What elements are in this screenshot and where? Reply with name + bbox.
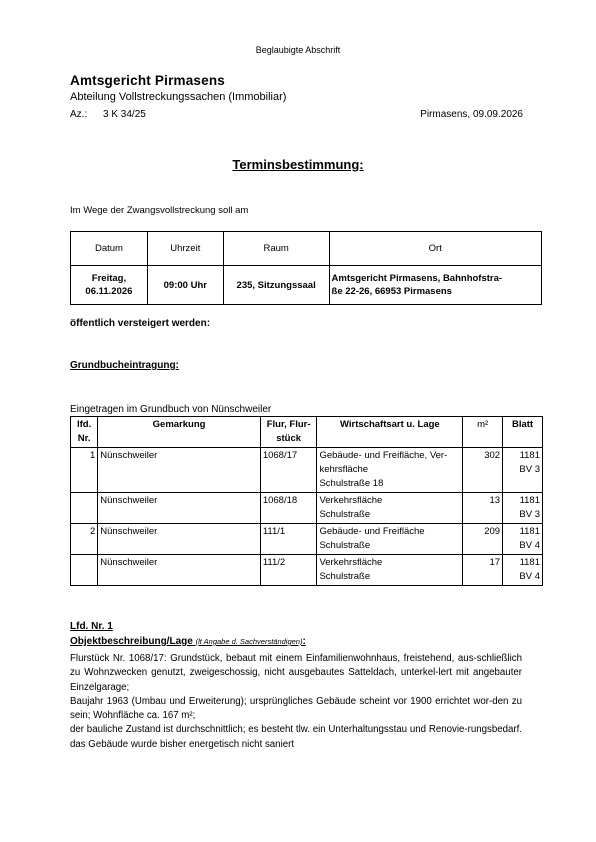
object-description-colon: : [302,636,306,647]
auction-text: öffentlich versteigert werden: [70,318,211,329]
row-blatt-number: 1181 [519,450,540,461]
row-qm: 13 [463,493,503,524]
grundbuch-title: Grundbucheintragung: [70,360,179,371]
header-flur-line2: stück [276,433,302,444]
appointment-place-line1: Amtsgericht Pirmasens, Bahnhofstra- [331,273,503,284]
appointment-table [70,231,542,305]
grundbuch-row [71,493,543,524]
intro-text: Im Wege der Zwangsvollstreckung soll am [70,205,249,216]
row-wirtschaftsart-line2: Schulstraße [319,540,371,551]
grundbuch-row [71,555,543,586]
row-blatt [503,524,543,555]
court-department: Abteilung Vollstreckungssachen (Immobiliar) [70,91,287,103]
row-blatt-bv: BV 4 [519,571,540,582]
row-wirtschaftsart [317,448,463,493]
row-wirtschaftsart-line1: Gebäude- und Freifläche, Ver- [319,450,448,461]
object-paragraph: Baujahr 1963 (Umbau und Erweiterung); ursprüngliches Gebäude scheint vor 1900 errichtet wor-den zu sein; Wohnfläche ca. 167 m²; [70,695,522,722]
object-description-title: Objektbeschreibung/Lage [70,636,193,647]
row-wirtschaftsart-line2: Schulstraße [319,571,371,582]
row-blatt-bv: BV 3 [519,509,540,520]
row-wirtschaftsart [317,555,463,586]
row-gemarkung: Nünschweiler [98,524,261,555]
header-raum: Raum [223,232,329,266]
row-qm: 17 [463,555,503,586]
appointment-time: 09:00 Uhr [147,266,223,305]
row-blatt [503,493,543,524]
row-blatt-number: 1181 [519,526,540,537]
row-wirtschaftsart-line2: kehrsfläche [319,464,369,475]
row-wirtschaftsart [317,524,463,555]
row-nr [71,493,98,524]
case-number-label: Az.: [70,109,88,120]
row-blatt [503,555,543,586]
header-lfd-nr-line2: Nr. [77,433,91,444]
grundbuch-intro: Eingetragen im Grundbuch von Nünschweiler [70,404,272,415]
object-description-body [70,652,522,752]
header-lfd-nr-line1: lfd. [77,419,92,430]
header-qm: m² [463,417,503,448]
object-description-heading [70,636,306,647]
object-paragraph: Flurstück Nr. 1068/17: Grundstück, bebaut mit einem Einfamilienwohnhaus, freistehend, aus-schließlich zu Wohnzwecken genutzt, zweigeschossig, nicht ausgebautes Satteldach, unterkel-lert mit angebauter Einzelgarage; [70,653,522,693]
row-flur: 111/1 [260,524,317,555]
grundbuch-row [71,524,543,555]
grundbuch-header-row [71,417,543,448]
appointment-row [71,266,542,305]
row-wirtschaftsart [317,493,463,524]
row-wirtschaftsart-line2: Schulstraße [319,509,371,520]
header-lfd-nr [71,417,98,448]
row-wirtschaftsart-line1: Verkehrsfläche [319,557,383,568]
appointment-weekday: Freitag, [91,273,127,284]
row-qm: 209 [463,524,503,555]
appointment-room: 235, Sitzungssaal [223,266,329,305]
row-nr [71,555,98,586]
row-blatt-number: 1181 [519,495,540,506]
place-and-date: Pirmasens, 09.09.2026 [420,109,523,120]
document-title: Terminsbestimmung: [232,157,364,172]
row-nr: 1 [71,448,98,493]
header-uhrzeit: Uhrzeit [147,232,223,266]
row-wirtschaftsart-line1: Verkehrsfläche [319,495,383,506]
row-blatt-bv: BV 4 [519,540,540,551]
appointment-date [71,266,148,305]
grundbuch-row [71,448,543,493]
row-blatt-bv: BV 3 [519,464,540,475]
row-blatt-number: 1181 [519,557,540,568]
grundbuch-table [70,416,543,586]
row-blatt [503,448,543,493]
appointment-header-row [71,232,542,266]
row-flur: 111/2 [260,555,317,586]
header-ort: Ort [329,232,541,266]
row-qm: 302 [463,448,503,493]
row-flur: 1068/18 [260,493,317,524]
document-caption: Beglaubigte Abschrift [255,45,341,55]
court-name: Amtsgericht Pirmasens [70,73,226,88]
appointment-date-value: 06.11.2026 [85,286,133,297]
row-gemarkung: Nünschweiler [98,448,261,493]
row-nr: 2 [71,524,98,555]
object-description-note: (lt Angabe d. Sachverständigen) [195,637,303,646]
row-wirtschaftsart-line3: Schulstraße 18 [319,478,384,489]
row-gemarkung: Nünschweiler [98,493,261,524]
appointment-place-line2: ße 22-26, 66953 Pirmasens [331,286,452,297]
header-datum: Datum [71,232,148,266]
header-flur-line1: Flur, Flur- [266,419,311,430]
header-gemarkung: Gemarkung [98,417,261,448]
row-gemarkung: Nünschweiler [98,555,261,586]
row-flur: 1068/17 [260,448,317,493]
object-paragraph: der bauliche Zustand ist durchschnittlich; es besteht tlw. ein Unterhaltungsstau und Renovie-rungsbedarf. das Gebäude wurde bisher energetisch nicht saniert [70,724,522,750]
header-wirtschaftsart: Wirtschaftsart u. Lage [317,417,463,448]
appointment-place [329,266,541,305]
lfd-nr-title: Lfd. Nr. 1 [70,621,113,632]
row-wirtschaftsart-line1: Gebäude- und Freifläche [319,526,425,537]
header-blatt: Blatt [503,417,543,448]
header-flur [260,417,317,448]
case-number: 3 K 34/25 [103,109,146,120]
